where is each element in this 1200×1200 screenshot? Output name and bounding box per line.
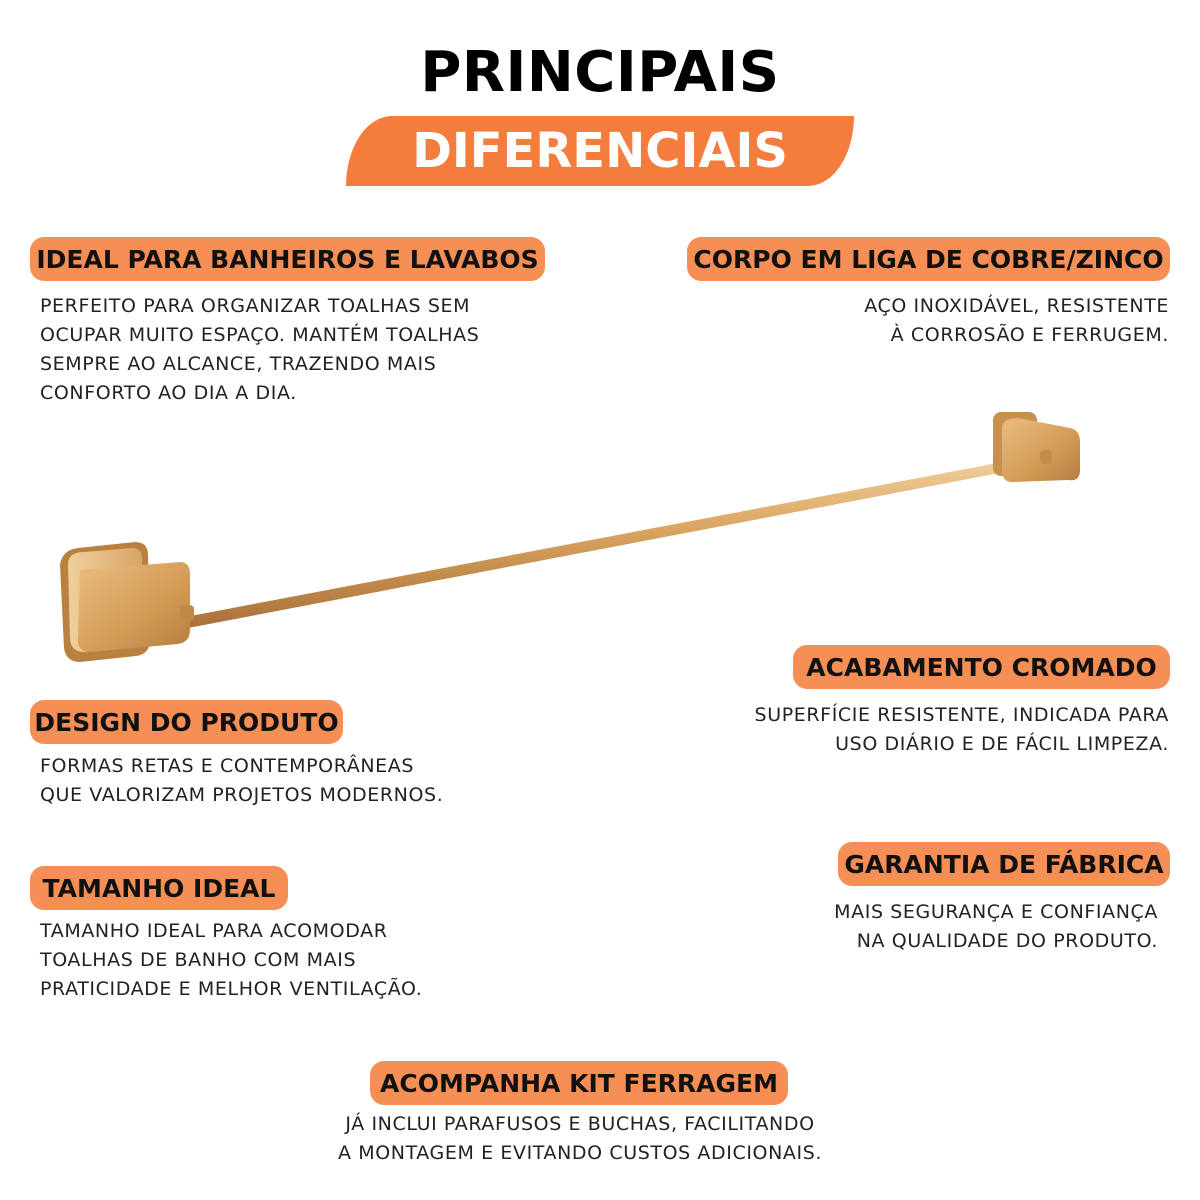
feature-acabamento-line: USO DIÁRIO E DE FÁCIL LIMPEZA. [835, 733, 1169, 755]
feature-design-line: QUE VALORIZAM PROJETOS MODERNOS. [40, 784, 444, 806]
feature-ideal-title: IDEAL PARA BANHEIROS E LAVABOS [36, 244, 539, 274]
towel-bar-image [40, 370, 1155, 680]
feature-garantia-badge [838, 842, 1170, 886]
bar-rod [185, 453, 1052, 628]
feature-design-line: FORMAS RETAS E CONTEMPORÂNEAS [40, 755, 415, 777]
feature-acabamento-description [755, 701, 1169, 759]
feature-garantia-line: MAIS SEGURANÇA E CONFIANÇA [834, 901, 1158, 923]
page-subtitle: DIFERENCIAIS [412, 123, 788, 179]
feature-ideal-line: SEMPRE AO ALCANCE, TRAZENDO MAIS [40, 353, 437, 375]
feature-corpo-badge [687, 237, 1170, 281]
feature-tamanho-badge [30, 866, 288, 910]
feature-kit-description [0, 1110, 1160, 1168]
feature-garantia-line: NA QUALIDADE DO PRODUTO. [856, 930, 1158, 952]
page-title: PRINCIPAIS [420, 40, 780, 105]
page-subtitle-banner [346, 116, 854, 186]
feature-kit-line: A MONTAGEM E EVITANDO CUSTOS ADICIONAIS. [337, 1142, 823, 1164]
feature-kit-badge [370, 1061, 788, 1105]
feature-ideal-line: PERFEITO PARA ORGANIZAR TOALHAS SEM [40, 295, 471, 317]
feature-tamanho-description [40, 917, 422, 1004]
feature-kit-line: JÁ INCLUI PARAFUSOS E BUCHAS, FACILITANDO [345, 1113, 815, 1135]
feature-acabamento-title: ACABAMENTO CROMADO [806, 652, 1157, 682]
feature-design-title: DESIGN DO PRODUTO [34, 707, 339, 737]
feature-garantia-title: GARANTIA DE FÁBRICA [844, 849, 1164, 879]
feature-corpo-line: À CORROSÃO E FERRUGEM. [890, 324, 1169, 346]
feature-ideal-line: OCUPAR MUITO ESPAÇO. MANTÉM TOALHAS [40, 324, 480, 346]
right-bracket [993, 412, 1080, 482]
feature-kit-title: ACOMPANHA KIT FERRAGEM [380, 1068, 779, 1098]
feature-tamanho-line: PRATICIDADE E MELHOR VENTILAÇÃO. [40, 978, 423, 1000]
feature-tamanho-line: TOALHAS DE BANHO COM MAIS [40, 949, 357, 971]
feature-design-badge [30, 700, 343, 744]
feature-design-description [40, 752, 443, 810]
left-bracket [60, 542, 194, 662]
feature-garantia-description [834, 898, 1158, 956]
feature-corpo-title: CORPO EM LIGA DE COBRE/ZINCO [693, 244, 1164, 274]
feature-corpo-description [864, 292, 1169, 350]
feature-acabamento-badge [793, 645, 1170, 689]
feature-acabamento-line: SUPERFÍCIE RESISTENTE, INDICADA PARA [754, 704, 1169, 726]
feature-ideal-badge [30, 237, 545, 281]
feature-corpo-line: AÇO INOXIDÁVEL, RESISTENTE [864, 295, 1169, 317]
feature-tamanho-title: TAMANHO IDEAL [42, 873, 276, 903]
feature-tamanho-line: TAMANHO IDEAL PARA ACOMODAR [40, 920, 388, 942]
feature-ideal-line: CONFORTO AO DIA A DIA. [40, 382, 297, 404]
